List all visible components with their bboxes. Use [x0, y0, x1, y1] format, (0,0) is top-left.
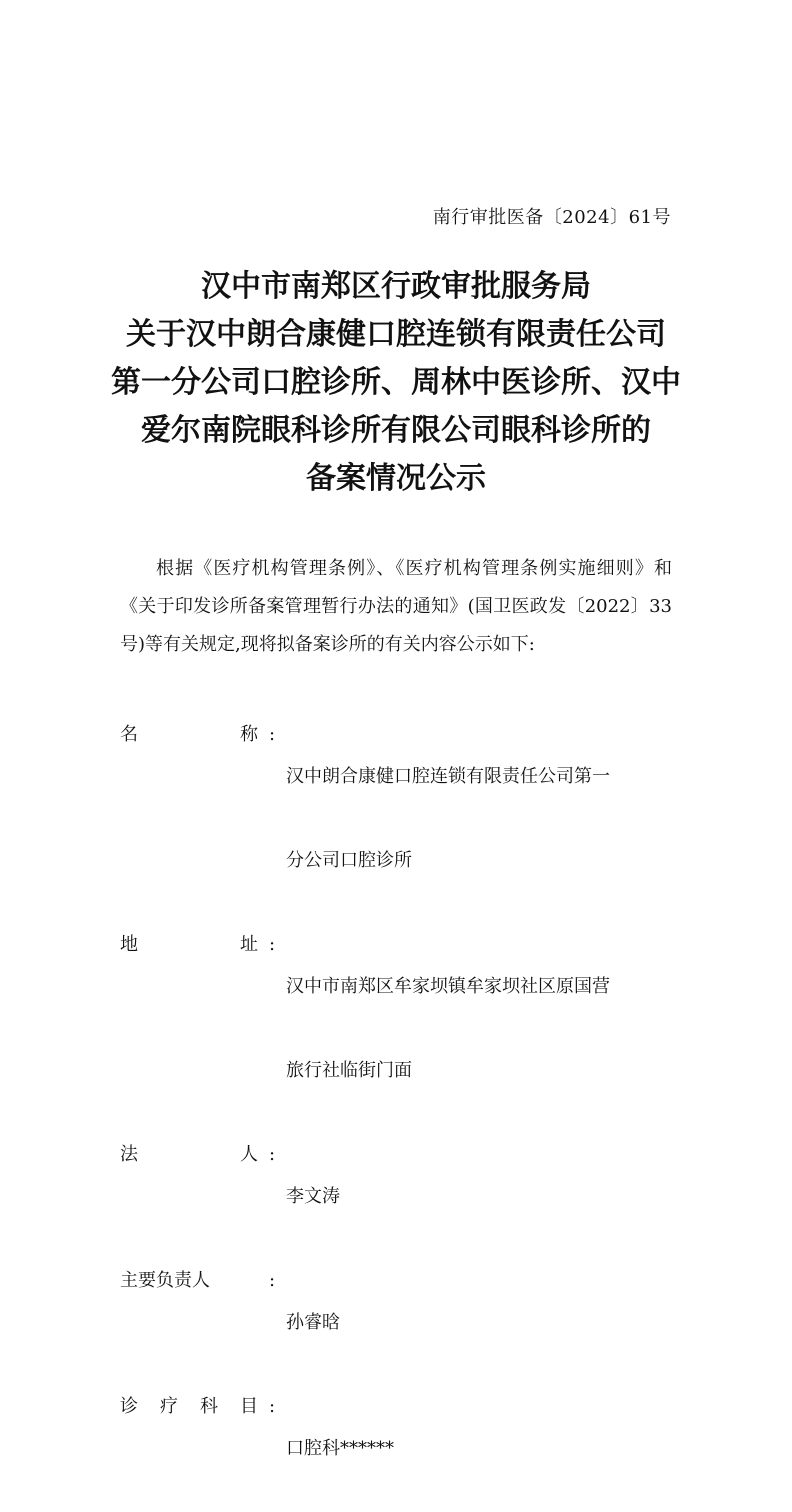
document-title — [100, 263, 692, 503]
field-label — [120, 924, 258, 1134]
field-principal — [120, 1260, 680, 1386]
field-value-line: 分公司口腔诊所 — [286, 850, 412, 871]
field-value — [286, 1260, 680, 1386]
field-label-char: 址 — [240, 934, 258, 955]
field-label-char: 疗 — [160, 1396, 178, 1417]
intro-paragraph: 根据《医疗机构管理条例》、《医疗机构管理条例实施细则》和《关于印发诊所备案管理暂行办法的通知》(国卫医政发〔2022〕33号)等有关规定,现将拟备案诊所的有关内容公示如下: — [120, 558, 672, 655]
field-value-line: 汉中市南郑区牟家坝镇牟家坝社区原国营 — [286, 976, 610, 997]
field-colon: : — [268, 724, 276, 745]
clinic-info-list — [120, 714, 680, 1512]
field-label — [120, 714, 258, 924]
field-name — [120, 714, 680, 924]
field-label-char: 法 — [120, 1144, 138, 1165]
title-line: 关于汉中朗合康健口腔连锁有限责任公司 — [126, 317, 666, 352]
field-colon: : — [268, 1270, 276, 1291]
title-line: 爱尔南院眼科诊所有限公司眼科诊所的 — [141, 413, 651, 448]
field-value-line: 旅行社临街门面 — [286, 1060, 412, 1081]
field-departments — [120, 1386, 680, 1512]
field-colon: : — [268, 1396, 276, 1417]
field-value — [286, 924, 680, 1134]
title-line: 备案情况公示 — [306, 461, 486, 496]
title-line: 第一分公司口腔诊所、周林中医诊所、汉中 — [111, 365, 681, 400]
field-colon: : — [268, 934, 276, 955]
field-value-line: 汉中朗合康健口腔连锁有限责任公司第一 — [286, 766, 610, 787]
field-label-char: 称 — [240, 724, 258, 745]
field-value-line: 孙睿晗 — [286, 1312, 340, 1333]
field-label-char: 诊 — [120, 1396, 138, 1417]
field-label-char: 名 — [120, 724, 138, 745]
field-value — [286, 714, 680, 924]
field-label — [120, 1386, 258, 1512]
field-label — [120, 1134, 258, 1260]
field-label-char: 科 — [200, 1396, 218, 1417]
field-legal-person — [120, 1134, 680, 1260]
field-colon: : — [268, 1144, 276, 1165]
field-value-line: 口腔科****** — [286, 1438, 394, 1459]
field-label-char: 人 — [240, 1144, 258, 1165]
field-label: 主要负责人 — [120, 1270, 210, 1291]
field-value — [286, 1386, 680, 1512]
title-line: 汉中市南郑区行政审批服务局 — [201, 269, 591, 304]
field-label-char: 地 — [120, 934, 138, 955]
field-value — [286, 1134, 680, 1260]
field-address — [120, 924, 680, 1134]
field-label-char: 目 — [240, 1396, 258, 1417]
document-number: 南行审批医备〔2024〕61号 — [432, 207, 671, 228]
field-value-line: 李文涛 — [286, 1186, 340, 1207]
